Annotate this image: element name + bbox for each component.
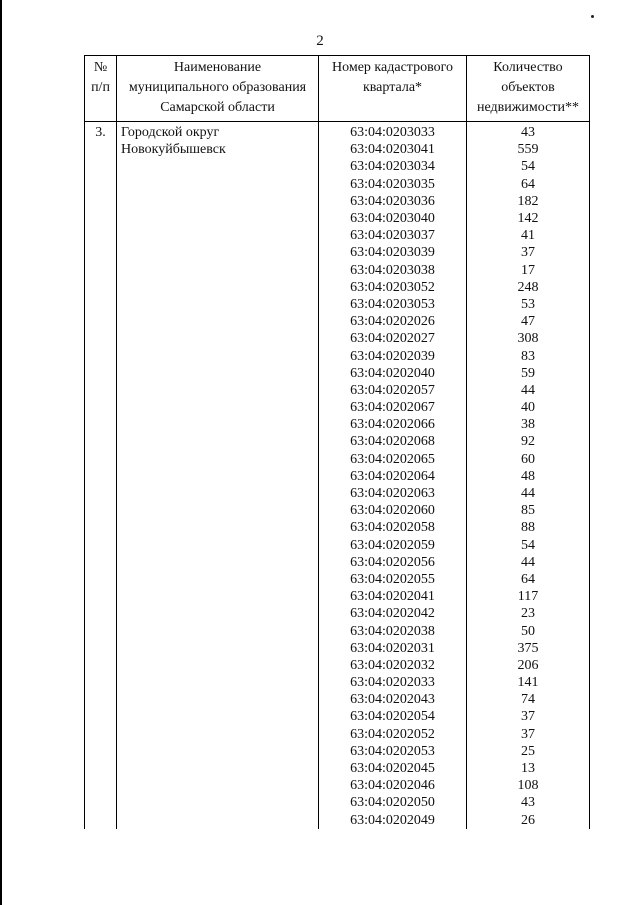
cadastral-number-cell: 63:04:0202031	[319, 640, 467, 657]
cadastral-number-cell: 63:04:0203040	[319, 210, 467, 227]
object-count-cell: 53	[467, 296, 590, 313]
cadastral-number-cell: 63:04:0202054	[319, 708, 467, 725]
scan-speck	[591, 15, 594, 18]
object-count-cell: 37	[467, 244, 590, 261]
object-count-cell: 44	[467, 485, 590, 502]
object-count-cell: 108	[467, 777, 590, 794]
cadastral-number-cell: 63:04:0202066	[319, 416, 467, 433]
scan-edge	[0, 0, 2, 905]
object-count-cell: 26	[467, 812, 590, 829]
cadastral-number-cell: 63:04:0202043	[319, 691, 467, 708]
object-count-cell: 38	[467, 416, 590, 433]
cadastral-number-cell: 63:04:0202052	[319, 726, 467, 743]
object-count-cell: 50	[467, 622, 590, 639]
table-header-row	[85, 56, 590, 122]
object-count-cell: 92	[467, 433, 590, 450]
object-count-cell: 48	[467, 468, 590, 485]
cadastral-number-cell: 63:04:0202055	[319, 571, 467, 588]
cadastral-number-cell: 63:04:0202063	[319, 485, 467, 502]
header-number: № п/п	[85, 56, 117, 122]
cadastral-number-cell: 63:04:0202032	[319, 657, 467, 674]
cadastral-number-cell: 63:04:0202033	[319, 674, 467, 691]
cadastral-number-cell: 63:04:0202068	[319, 433, 467, 450]
cadastral-number-cell: 63:04:0203039	[319, 244, 467, 261]
object-count-cell: 43	[467, 794, 590, 811]
cadastral-number-cell: 63:04:0202067	[319, 399, 467, 416]
object-count-cell: 54	[467, 158, 590, 175]
table-row	[85, 122, 590, 142]
object-count-cell: 83	[467, 347, 590, 364]
table-body	[85, 122, 590, 829]
page-number: 2	[316, 33, 324, 49]
cadastral-number-cell: 63:04:0202053	[319, 743, 467, 760]
object-count-cell: 47	[467, 313, 590, 330]
cadastral-number-cell: 63:04:0202046	[319, 777, 467, 794]
object-count-cell: 37	[467, 726, 590, 743]
object-count-cell: 41	[467, 227, 590, 244]
object-count-cell: 206	[467, 657, 590, 674]
object-count-cell: 85	[467, 502, 590, 519]
cadastral-number-cell: 63:04:0202059	[319, 537, 467, 554]
cadastral-number-cell: 63:04:0202060	[319, 502, 467, 519]
cadastral-number-cell: 63:04:0202058	[319, 519, 467, 536]
object-count-cell: 74	[467, 691, 590, 708]
cadastral-number-cell: 63:04:0202038	[319, 622, 467, 639]
cadastral-number-cell: 63:04:0203052	[319, 279, 467, 296]
cadastral-table	[84, 55, 590, 829]
object-count-cell: 88	[467, 519, 590, 536]
object-count-cell: 17	[467, 262, 590, 279]
header-count: Количество объектов недвижимости**	[467, 56, 590, 122]
cadastral-number-cell: 63:04:0202050	[319, 794, 467, 811]
header-cadastral: Номер кадастрового квартала*	[319, 56, 467, 122]
object-count-cell: 44	[467, 382, 590, 399]
cadastral-number-cell: 63:04:0202057	[319, 382, 467, 399]
object-count-cell: 44	[467, 554, 590, 571]
object-count-cell: 308	[467, 330, 590, 347]
object-count-cell: 248	[467, 279, 590, 296]
entry-municipality: Городской округ Новокуйбышевск	[117, 122, 319, 829]
cadastral-number-cell: 63:04:0203034	[319, 158, 467, 175]
cadastral-number-cell: 63:04:0202045	[319, 760, 467, 777]
object-count-cell: 23	[467, 605, 590, 622]
cadastral-number-cell: 63:04:0203036	[319, 193, 467, 210]
cadastral-number-cell: 63:04:0202039	[319, 347, 467, 364]
object-count-cell: 59	[467, 365, 590, 382]
object-count-cell: 43	[467, 122, 590, 142]
cadastral-number-cell: 63:04:0202065	[319, 451, 467, 468]
object-count-cell: 60	[467, 451, 590, 468]
cadastral-number-cell: 63:04:0202040	[319, 365, 467, 382]
cadastral-number-cell: 63:04:0202041	[319, 588, 467, 605]
object-count-cell: 117	[467, 588, 590, 605]
object-count-cell: 64	[467, 176, 590, 193]
cadastral-number-cell: 63:04:0202026	[319, 313, 467, 330]
object-count-cell: 37	[467, 708, 590, 725]
object-count-cell: 25	[467, 743, 590, 760]
cadastral-number-cell: 63:04:0203035	[319, 176, 467, 193]
object-count-cell: 559	[467, 141, 590, 158]
cadastral-number-cell: 63:04:0203033	[319, 122, 467, 142]
object-count-cell: 64	[467, 571, 590, 588]
cadastral-number-cell: 63:04:0202049	[319, 812, 467, 829]
cadastral-number-cell: 63:04:0202027	[319, 330, 467, 347]
object-count-cell: 375	[467, 640, 590, 657]
cadastral-number-cell: 63:04:0202056	[319, 554, 467, 571]
cadastral-number-cell: 63:04:0203053	[319, 296, 467, 313]
object-count-cell: 13	[467, 760, 590, 777]
header-municipality: Наименование муниципального образования Самарской области	[117, 56, 319, 122]
object-count-cell: 182	[467, 193, 590, 210]
object-count-cell: 54	[467, 537, 590, 554]
cadastral-number-cell: 63:04:0203041	[319, 141, 467, 158]
cadastral-number-cell: 63:04:0203037	[319, 227, 467, 244]
object-count-cell: 141	[467, 674, 590, 691]
object-count-cell: 142	[467, 210, 590, 227]
entry-number: 3.	[85, 122, 117, 829]
cadastral-number-cell: 63:04:0203038	[319, 262, 467, 279]
object-count-cell: 40	[467, 399, 590, 416]
cadastral-number-cell: 63:04:0202042	[319, 605, 467, 622]
cadastral-number-cell: 63:04:0202064	[319, 468, 467, 485]
